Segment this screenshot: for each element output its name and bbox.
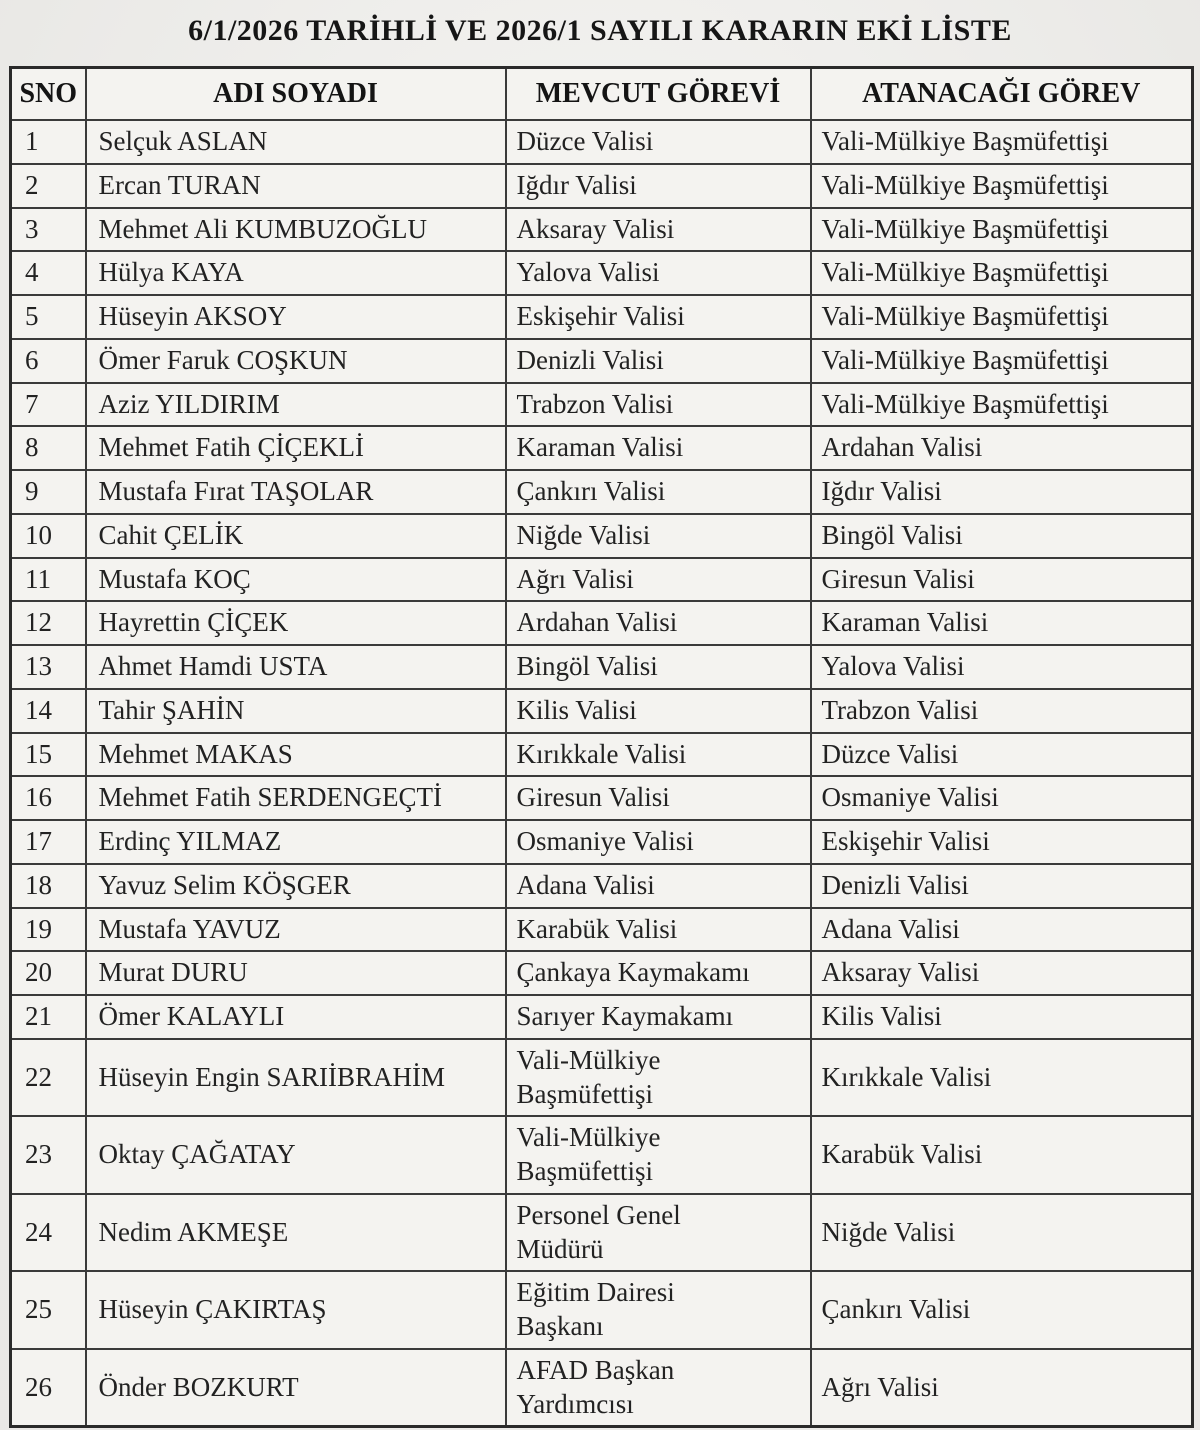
table-row — [11, 1194, 1193, 1272]
cell-sno: 7 — [11, 383, 86, 427]
cell-assigned-post: Osmaniye Valisi — [811, 776, 1193, 820]
cell-assigned-post: Düzce Valisi — [811, 733, 1193, 777]
cell-current-post: Iğdır Valisi — [506, 164, 811, 208]
cell-name: Ercan TURAN — [86, 164, 506, 208]
cell-name: Ömer KALAYLI — [86, 995, 506, 1039]
cell-sno: 15 — [11, 733, 86, 777]
cell-name: Tahir ŞAHİN — [86, 689, 506, 733]
cell-current-post: Aksaray Valisi — [506, 208, 811, 252]
cell-assigned-post: Bingöl Valisi — [811, 514, 1193, 558]
table-row — [11, 208, 1193, 252]
cell-sno: 23 — [11, 1116, 86, 1194]
table-row — [11, 1349, 1193, 1427]
cell-sno: 2 — [11, 164, 86, 208]
cell-assigned-post: Vali-Mülkiye Başmüfettişi — [811, 164, 1193, 208]
cell-current-post: Çankaya Kaymakamı — [506, 951, 811, 995]
cell-name: Yavuz Selim KÖŞGER — [86, 864, 506, 908]
cell-current-post: Karabük Valisi — [506, 908, 811, 952]
cell-name: Hüseyin AKSOY — [86, 295, 506, 339]
cell-assigned-post: Vali-Mülkiye Başmüfettişi — [811, 120, 1193, 164]
cell-assigned-post: Çankırı Valisi — [811, 1271, 1193, 1349]
cell-assigned-post: Ağrı Valisi — [811, 1349, 1193, 1427]
cell-current-post: Eğitim Dairesi Başkanı — [506, 1271, 811, 1349]
page-title: 6/1/2026 TARİHLİ VE 2026/1 SAYILI KARARIN EKİ LİSTE — [188, 14, 1012, 47]
cell-current-post: Personel Genel Müdürü — [506, 1194, 811, 1272]
cell-name: Hüseyin ÇAKIRTAŞ — [86, 1271, 506, 1349]
cell-name: Mehmet Fatih ÇİÇEKLİ — [86, 426, 506, 470]
table-row — [11, 995, 1193, 1039]
cell-sno: 6 — [11, 339, 86, 383]
table-row — [11, 1039, 1193, 1117]
cell-current-post: Adana Valisi — [506, 864, 811, 908]
table-row — [11, 733, 1193, 777]
table-row — [11, 426, 1193, 470]
cell-current-post: Çankırı Valisi — [506, 470, 811, 514]
cell-name: Hüseyin Engin SARIİBRAHİM — [86, 1039, 506, 1117]
cell-name: Selçuk ASLAN — [86, 120, 506, 164]
cell-sno: 1 — [11, 120, 86, 164]
cell-assigned-post: Yalova Valisi — [811, 645, 1193, 689]
header-assigned-post: ATANACAĞI GÖREV — [811, 68, 1193, 121]
table-row — [11, 251, 1193, 295]
cell-current-post: Karaman Valisi — [506, 426, 811, 470]
cell-current-post: Kilis Valisi — [506, 689, 811, 733]
cell-name: Mustafa KOÇ — [86, 558, 506, 602]
table-row — [11, 558, 1193, 602]
cell-current-post: Giresun Valisi — [506, 776, 811, 820]
cell-sno: 14 — [11, 689, 86, 733]
appointments-table — [9, 66, 1194, 1428]
cell-assigned-post: Vali-Mülkiye Başmüfettişi — [811, 339, 1193, 383]
table-row — [11, 470, 1193, 514]
cell-assigned-post: Giresun Valisi — [811, 558, 1193, 602]
cell-name: Aziz YILDIRIM — [86, 383, 506, 427]
cell-name: Hayrettin ÇİÇEK — [86, 601, 506, 645]
table-row — [11, 645, 1193, 689]
cell-name: Cahit ÇELİK — [86, 514, 506, 558]
cell-current-post: AFAD Başkan Yardımcısı — [506, 1349, 811, 1427]
table-row — [11, 295, 1193, 339]
cell-current-post: Denizli Valisi — [506, 339, 811, 383]
cell-name: Ömer Faruk COŞKUN — [86, 339, 506, 383]
cell-sno: 8 — [11, 426, 86, 470]
table-row — [11, 120, 1193, 164]
cell-current-post: Vali-Mülkiye Başmüfettişi — [506, 1116, 811, 1194]
cell-sno: 26 — [11, 1349, 86, 1427]
cell-current-post: Sarıyer Kaymakamı — [506, 995, 811, 1039]
table-row — [11, 908, 1193, 952]
cell-assigned-post: Karaman Valisi — [811, 601, 1193, 645]
cell-assigned-post: Denizli Valisi — [811, 864, 1193, 908]
cell-sno: 13 — [11, 645, 86, 689]
cell-current-post: Vali-Mülkiye Başmüfettişi — [506, 1039, 811, 1117]
cell-name: Mehmet MAKAS — [86, 733, 506, 777]
cell-assigned-post: Ardahan Valisi — [811, 426, 1193, 470]
cell-assigned-post: Vali-Mülkiye Başmüfettişi — [811, 251, 1193, 295]
cell-name: Önder BOZKURT — [86, 1349, 506, 1427]
header-name: ADI SOYADI — [86, 68, 506, 121]
header-sno: SNO — [11, 68, 86, 121]
cell-sno: 11 — [11, 558, 86, 602]
cell-name: Mustafa Fırat TAŞOLAR — [86, 470, 506, 514]
cell-sno: 16 — [11, 776, 86, 820]
cell-assigned-post: Adana Valisi — [811, 908, 1193, 952]
table-row — [11, 1271, 1193, 1349]
cell-sno: 20 — [11, 951, 86, 995]
cell-current-post: Eskişehir Valisi — [506, 295, 811, 339]
cell-name: Mustafa YAVUZ — [86, 908, 506, 952]
header-row — [11, 68, 1193, 121]
cell-assigned-post: Vali-Mülkiye Başmüfettişi — [811, 383, 1193, 427]
table-row — [11, 601, 1193, 645]
cell-assigned-post: Kırıkkale Valisi — [811, 1039, 1193, 1117]
cell-sno: 25 — [11, 1271, 86, 1349]
cell-assigned-post: Eskişehir Valisi — [811, 820, 1193, 864]
cell-name: Nedim AKMEŞE — [86, 1194, 506, 1272]
cell-name: Ahmet Hamdi USTA — [86, 645, 506, 689]
cell-sno: 9 — [11, 470, 86, 514]
cell-sno: 3 — [11, 208, 86, 252]
cell-current-post: Ağrı Valisi — [506, 558, 811, 602]
cell-current-post: Niğde Valisi — [506, 514, 811, 558]
cell-current-post: Osmaniye Valisi — [506, 820, 811, 864]
cell-sno: 19 — [11, 908, 86, 952]
cell-sno: 21 — [11, 995, 86, 1039]
cell-name: Mehmet Ali KUMBUZOĞLU — [86, 208, 506, 252]
cell-name: Murat DURU — [86, 951, 506, 995]
cell-assigned-post: Vali-Mülkiye Başmüfettişi — [811, 208, 1193, 252]
cell-sno: 10 — [11, 514, 86, 558]
cell-current-post: Kırıkkale Valisi — [506, 733, 811, 777]
cell-current-post: Trabzon Valisi — [506, 383, 811, 427]
table-row — [11, 776, 1193, 820]
cell-name: Erdinç YILMAZ — [86, 820, 506, 864]
cell-assigned-post: Kilis Valisi — [811, 995, 1193, 1039]
cell-sno: 24 — [11, 1194, 86, 1272]
cell-sno: 18 — [11, 864, 86, 908]
cell-current-post: Bingöl Valisi — [506, 645, 811, 689]
table-row — [11, 689, 1193, 733]
table-row — [11, 339, 1193, 383]
cell-sno: 12 — [11, 601, 86, 645]
cell-assigned-post: Karabük Valisi — [811, 1116, 1193, 1194]
cell-sno: 22 — [11, 1039, 86, 1117]
cell-sno: 17 — [11, 820, 86, 864]
table-row — [11, 514, 1193, 558]
cell-sno: 5 — [11, 295, 86, 339]
cell-name: Hülya KAYA — [86, 251, 506, 295]
table-row — [11, 1116, 1193, 1194]
table-row — [11, 383, 1193, 427]
cell-current-post: Yalova Valisi — [506, 251, 811, 295]
table-row — [11, 951, 1193, 995]
header-current-post: MEVCUT GÖREVİ — [506, 68, 811, 121]
table-row — [11, 864, 1193, 908]
cell-assigned-post: Iğdır Valisi — [811, 470, 1193, 514]
cell-sno: 4 — [11, 251, 86, 295]
cell-assigned-post: Vali-Mülkiye Başmüfettişi — [811, 295, 1193, 339]
cell-current-post: Ardahan Valisi — [506, 601, 811, 645]
cell-name: Oktay ÇAĞATAY — [86, 1116, 506, 1194]
cell-assigned-post: Aksaray Valisi — [811, 951, 1193, 995]
cell-assigned-post: Trabzon Valisi — [811, 689, 1193, 733]
table-row — [11, 164, 1193, 208]
table-row — [11, 820, 1193, 864]
cell-name: Mehmet Fatih SERDENGEÇTİ — [86, 776, 506, 820]
cell-assigned-post: Niğde Valisi — [811, 1194, 1193, 1272]
cell-current-post: Düzce Valisi — [506, 120, 811, 164]
